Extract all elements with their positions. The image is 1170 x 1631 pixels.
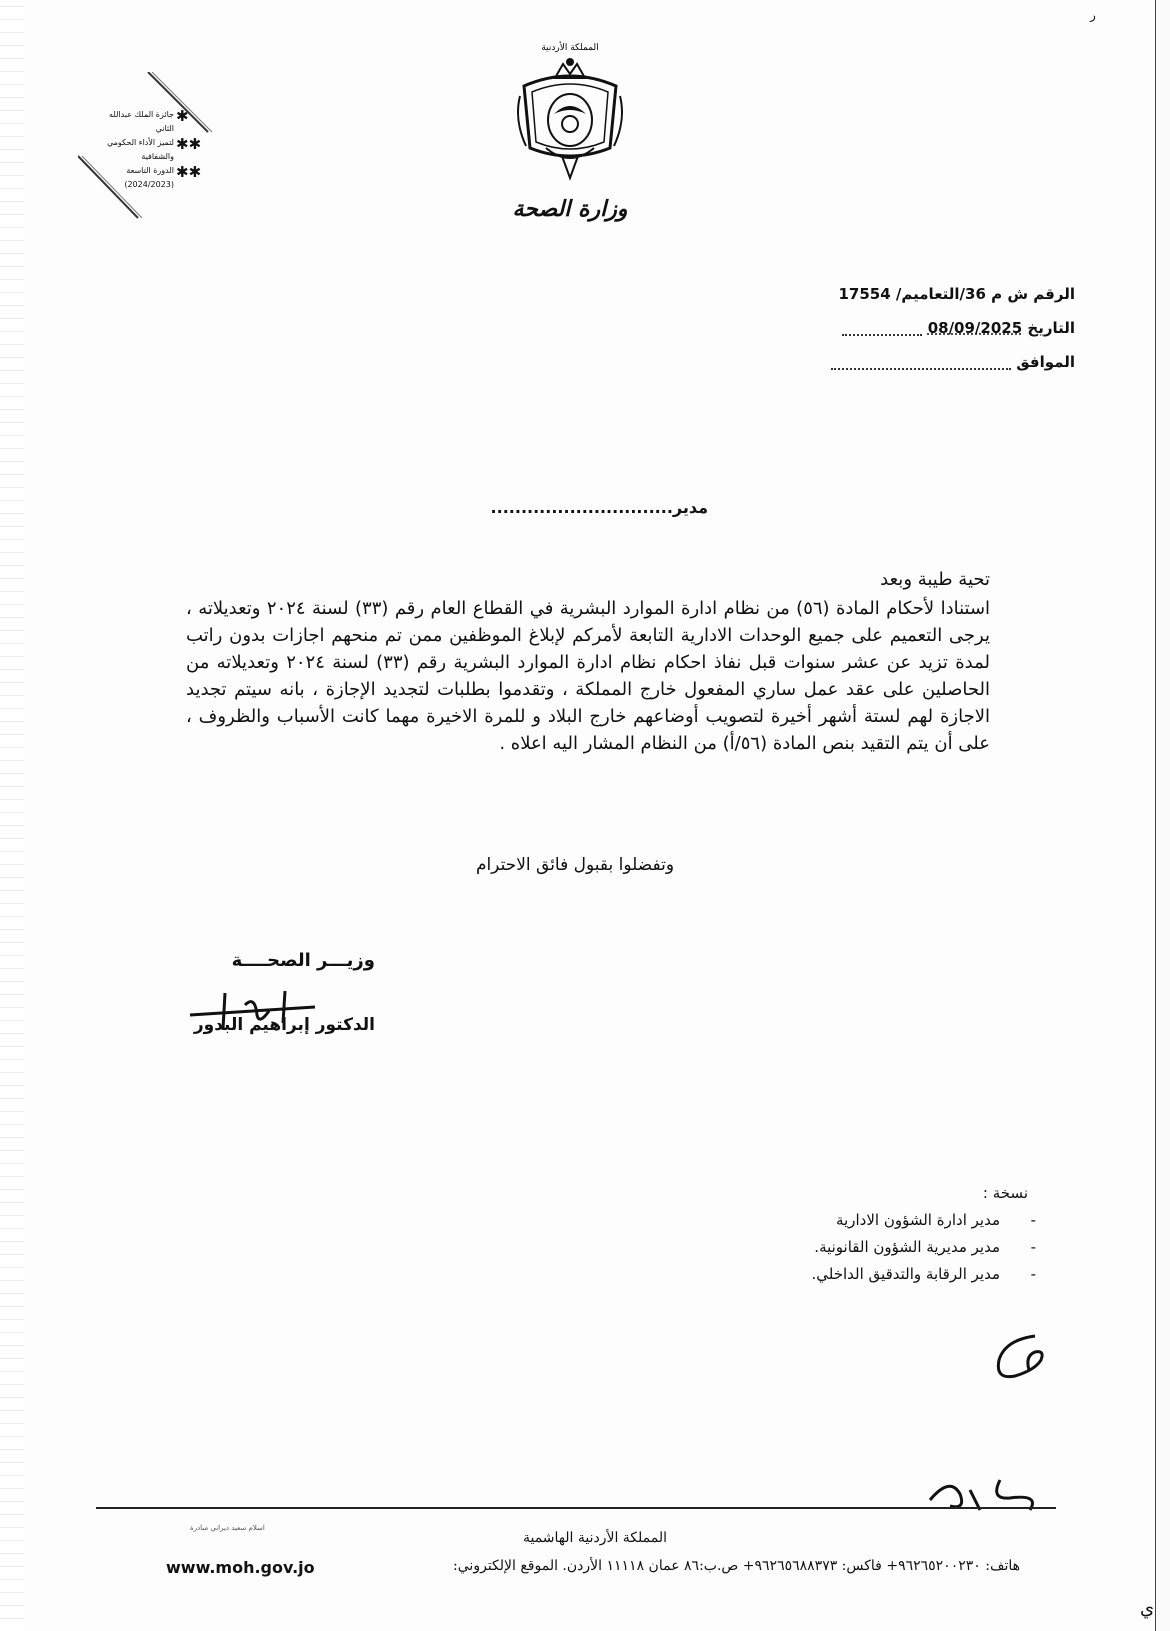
handwritten-initial-icon (920, 1470, 1050, 1524)
award-stamp (78, 72, 238, 242)
award-stars-icon: ✱ ✱✱ ✱✱ (176, 107, 202, 181)
reference-date-row (775, 311, 1075, 345)
jordan-coat-of-arms-icon (510, 36, 630, 186)
closing-line: وتفضلوا بقبول فائق الاحترام (475, 855, 675, 875)
award-line1: جائزة الملك عبدالله الثاني (109, 110, 174, 133)
reference-number-label: الرقم (1033, 285, 1075, 303)
reference-number-value: ش م 36/التعاميم/ 17554 (838, 285, 1029, 303)
footer-kingdom: المملكة الأردنية الهاشمية (522, 1530, 668, 1546)
handwritten-signature-icon (185, 985, 325, 1039)
ministry-name: وزارة الصحة (512, 196, 628, 222)
reference-corresponding-row (775, 345, 1075, 379)
award-line4: (2024/2023) (124, 180, 174, 189)
copies-block (680, 1180, 1036, 1288)
award-line2: لتميز الأداء الحكومي والشفافية (106, 138, 174, 161)
footer-divider (96, 1507, 1056, 1509)
scan-left-edge (0, 0, 24, 1631)
footer-contact: هاتف: ٩٦٢٦٥٢٠٠٢٣٠+ فاكس: ٩٦٢٦٥٦٨٨٣٧٣+ ص.ب:٨٦ عمان ١١١١٨ الأردن. الموقع الإلكتروني: (453, 1558, 1020, 1574)
copies-label: نسخة : (982, 1184, 1028, 1202)
footer-small-note: اسلام سعيد ديراني مبادرة (190, 1524, 265, 1532)
addressee: مدير.............................. (490, 498, 708, 517)
scan-mark-top: ر (1090, 8, 1096, 22)
reference-number-row (775, 277, 1075, 311)
scan-right-edge (1155, 0, 1170, 1631)
copy-item: - مدير مديرية الشؤون القانونية. (814, 1238, 1036, 1256)
signatory-name: الدكتور إبراهيم البدور (193, 1015, 375, 1035)
reference-date-value: 08/09/2025 (927, 319, 1023, 337)
svg-text:المملكة الأردنية: المملكة الأردنية (541, 43, 599, 53)
letter-body (186, 566, 990, 757)
reference-date-label: التاريخ (1027, 319, 1075, 337)
copy-item: - مدير الرقابة والتدقيق الداخلي. (811, 1265, 1036, 1283)
reference-corresponding-label: الموافق (1016, 353, 1075, 371)
scan-mark-bottom: ي (1140, 1598, 1155, 1619)
handwritten-initial-icon (985, 1330, 1055, 1394)
footer-website-link[interactable]: www.moh.gov.jo (166, 1558, 315, 1577)
copy-item: - مدير ادارة الشؤون الادارية (836, 1211, 1036, 1229)
reference-block (775, 277, 1075, 379)
signatory-title: وزيـــر الصحــــة (231, 950, 375, 971)
greeting: تحية طيبة وبعد (880, 569, 990, 590)
body-paragraph: استنادا لأحكام المادة (٥٦) من نظام ادارة الموارد البشرية في القطاع العام رقم (٣٣) لسنة ٢٠٢٤ وتعديلاته ، يرجى التعميم على جميع الوحدات الادارية التابعة لأمركم لإبلاغ الموظفين ممن تم منحهم اجازات بدون راتب لمدة تزيد عن عشر سنوات قبل نفاذ احكام نظام ادارة الموارد البشرية رقم (٣٣) لسنة ٢٠٢٤ وتعديلاته من الحاصلين على عقد عمل ساري المفعول خارج المملكة ، وتقدموا بطلبات لتجديد الإجازة ، بانه سيتم تجديد الاجازة لهم لستة أشهر أخيرة لتصويب أوضاعهم خارج البلاد و للمرة الاخيرة مهما كانت الأسباب والظروف ، على أن يتم التقيد بنص المادة (٥٦/أ) من النظام المشار اليه اعلاه . (186, 598, 991, 754)
award-line3: الدورة التاسعة (126, 166, 174, 175)
